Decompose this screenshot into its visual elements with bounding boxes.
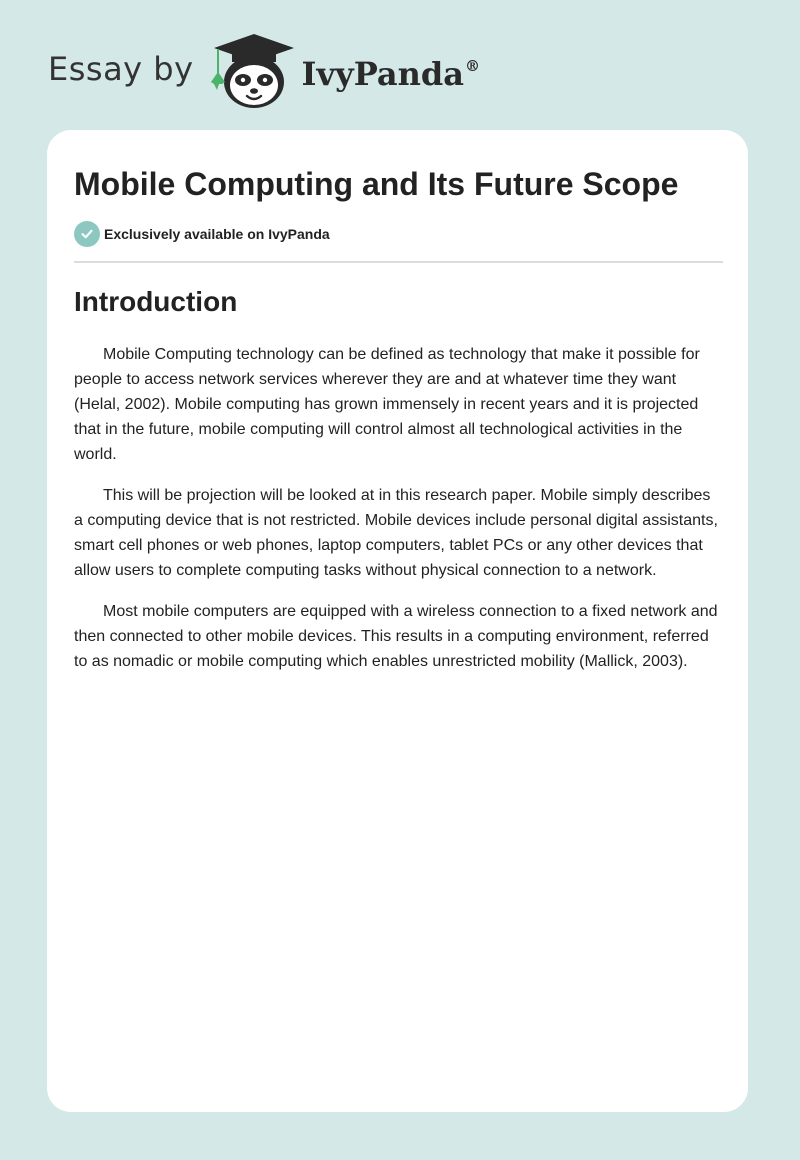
exclusive-badge — [74, 221, 330, 247]
check-circle-icon — [74, 221, 100, 247]
essay-by-label: Essay by — [48, 50, 194, 88]
paragraph: Most mobile computers are equipped with a wireless connection to a fixed network and then connected to other mobile devices. This results in a computing environment, referred to as nomadic or mobile computing which enables unrestricted mobility (Mallick, 2003). — [74, 603, 718, 670]
exclusive-label: Exclusively available on IvyPanda — [104, 226, 330, 242]
page-title: Mobile Computing and Its Future Scope — [74, 166, 679, 202]
essay-card — [47, 130, 748, 1112]
paragraph: This will be projection will be looked at in this research paper. Mobile simply describes a computing device that is not restricted. Mobile devices include personal digital assistants, smart cell phones or web phones, laptop computers, tablet PCs or any other devices that allow users to complete computing tasks without physical connection to a network. — [74, 487, 718, 579]
section-heading: Introduction — [74, 286, 238, 317]
paragraph: Mobile Computing technology can be defined as technology that make it possible for people to access network services wherever they are and at whatever time they want (Helal, 2002). Mobile computing has grown immensely in recent years and it is projected that in the future, mobile computing will control almost all technological activities in the world. — [74, 346, 700, 463]
brand-name[interactable]: IvyPanda® — [301, 55, 480, 93]
article-body — [74, 342, 723, 690]
site-header — [48, 32, 480, 112]
title-divider — [74, 261, 723, 263]
panda-graduate-icon[interactable] — [208, 32, 300, 112]
